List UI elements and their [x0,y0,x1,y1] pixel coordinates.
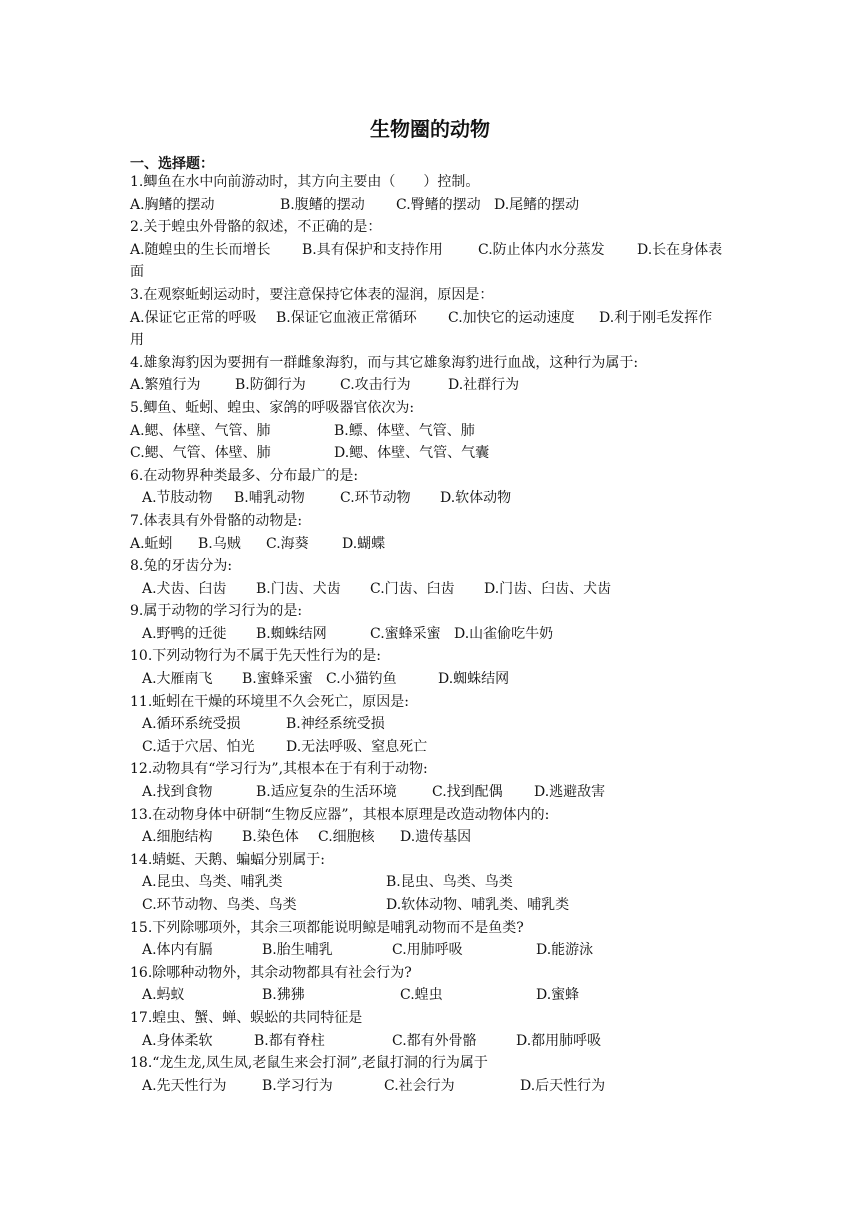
question-stem: 13.在动物身体中研制“生物反应器”，其根本原理是改造动物体内的: [130,806,550,823]
option-row [130,442,740,465]
option-row [130,194,740,217]
option-row [130,939,740,962]
answer-option: A.身体柔软 [142,1032,213,1049]
answer-option: C.都有外骨骼 [392,1032,477,1049]
answer-option: C.防止体内水分蒸发 [478,241,605,258]
option-row [130,668,740,691]
answer-option: C.细胞核 [318,829,375,846]
answer-option: B.都有脊柱 [254,1032,325,1049]
option-row [130,826,740,849]
answer-option: D.长在身体表 [637,241,723,258]
answer-option: A.昆虫、鸟类、哺乳类 [142,874,283,891]
question-stem: 4.雄象海豹因为要拥有一群雌象海豹，而与其它雄象海豹进行血战，这种行为属于: [130,354,639,371]
answer-option: A.体内有膈 [142,942,213,959]
answer-option: C.鳃、气管、体壁、肺 [130,445,271,462]
option-row [130,307,740,330]
option-row [130,1030,740,1053]
answer-option: B.狒狒 [262,987,305,1004]
option-row [130,781,740,804]
answer-option: A.蚯蚓 [130,535,173,552]
answer-option: D.尾鳍的摆动 [494,196,580,213]
question-stem: 14.蜻蜓、天鹅、蝙蝠分别属于: [130,851,325,868]
answer-option: C.环节动物、鸟类、鸟类 [142,897,297,913]
question-stem: 5.鲫鱼、蚯蚓、蝗虫、家鸽的呼吸器官依次为: [130,399,415,416]
option-row [130,894,740,917]
option-row [130,623,740,646]
answer-option: D.蜘蛛结网 [438,671,510,688]
question-stem: 17.蝗虫、蟹、蝉、蜈蚣的共同特征是 [130,1009,363,1026]
option-row [130,239,740,262]
question-stem: 6.在动物界种类最多、分布最广的是: [130,467,359,484]
answer-option: C.门齿、臼齿 [370,580,455,597]
answer-option: A.繁殖行为 [130,377,201,394]
answer-option: A.野鸭的迁徙 [142,625,227,642]
section-heading: 一、选择题： [130,156,214,172]
question-stem: 9.属于动物的学习行为的是: [130,603,303,620]
answer-option: D.无法呼吸、窒息死亡 [286,738,428,755]
question-stem: 3.在观察蚯蚓运动时，要注意保持它体表的湿润，原因是： [130,286,494,303]
option-row [130,736,740,759]
answer-option: B.腹鳍的摆动 [280,196,365,213]
answer-option: D.蝴蝶 [342,535,386,552]
option-row [130,533,740,556]
answer-option: D.都用肺呼吸 [516,1032,602,1049]
option-row [130,487,740,510]
answer-option: C.海葵 [266,535,309,552]
answer-option: C.蝗虫 [400,987,443,1004]
page-title: 生物圈的动物 [370,117,490,141]
answer-option: B.适应复杂的生活环境 [256,784,397,801]
answer-option: C.蜜蜂采蜜 [370,625,441,642]
question-stem: 8.兔的牙齿分为: [130,558,233,575]
option-wrap: 面 [130,264,144,281]
answer-option: C.社会行为 [384,1077,455,1094]
answer-option: D.鳃、体壁、气管、气囊 [334,445,490,462]
answer-option: B.保证它血液正常循环 [276,309,417,326]
answer-option: D.逃避敌害 [534,784,606,801]
answer-option: C.环节动物 [340,490,411,507]
option-row [130,713,740,736]
answer-option: D.软体动物 [440,490,512,507]
answer-option: B.神经系统受损 [286,716,385,733]
question-stem: 7.体表具有外骨骼的动物是: [130,512,303,529]
question-stem: 15.下列除哪项外，其余三项都能说明鲸是哺乳动物而不是鱼类? [130,919,524,936]
answer-option: B.防御行为 [235,377,306,394]
answer-option: A.犬齿、臼齿 [142,580,227,597]
answer-option: A.先天性行为 [142,1077,227,1094]
answer-option: D.社群行为 [448,377,520,394]
option-row [130,1075,740,1098]
option-row [130,984,740,1007]
answer-option: B.染色体 [242,829,299,846]
question-stem: 11.蚯蚓在干燥的环境里不久会死亡，原因是: [130,693,409,710]
answer-option: C.找到配偶 [432,784,503,801]
answer-option: D.蜜蜂 [536,987,580,1004]
answer-option: D.山雀偷吃牛奶 [454,625,554,642]
question-stem: 18.“龙生龙,凤生凤,老鼠生来会打洞”,老鼠打洞的行为属于 [130,1055,488,1072]
option-wrap: 用 [130,332,144,349]
answer-option: B.昆虫、鸟类、鸟类 [386,874,513,891]
answer-option: A.鳃、体壁、气管、肺 [130,422,271,439]
answer-option: C.加快它的运动速度 [448,309,575,326]
answer-option: D.软体动物、哺乳类、哺乳类 [386,897,570,913]
answer-option: B.蜜蜂采蜜 [242,671,313,688]
question-stem: 2.关于蝗虫外骨骼的叙述，不正确的是： [130,219,382,236]
question-stem: 16.除哪种动物外，其余动物都具有社会行为? [130,964,412,981]
answer-option: B.胎生哺乳 [262,942,333,959]
answer-option: A.找到食物 [142,784,213,801]
answer-option: C.臀鳍的摆动 [396,196,481,213]
answer-option: C.小猫钓鱼 [326,671,397,688]
question-list [130,171,740,1097]
answer-option: A.大雁南飞 [142,671,213,688]
answer-option: B.学习行为 [262,1077,333,1094]
answer-option: B.乌贼 [198,535,241,552]
option-row [130,420,740,443]
answer-option: B.蜘蛛结网 [256,625,327,642]
answer-option: D.遗传基因 [400,829,472,846]
answer-option: A.循环系统受损 [142,716,241,733]
question-stem: 12.动物具有“学习行为”,其根本在于有利于动物: [130,761,428,778]
answer-option: C.攻击行为 [340,377,411,394]
answer-option: A.保证它正常的呼吸 [130,309,257,326]
option-row [130,871,740,894]
answer-option: D.利于刚毛发挥作 [599,309,713,326]
answer-option: B.哺乳动物 [234,490,305,507]
answer-option: D.能游泳 [536,942,594,959]
answer-option: D.后天性行为 [520,1077,606,1094]
answer-option: A.随蝗虫的生长而增长 [130,241,271,258]
answer-option: A.细胞结构 [142,829,213,846]
answer-option: C.适于穴居、怕光 [142,738,255,755]
answer-option: A.胸鳍的摆动 [130,196,215,213]
question-stem: 1.鲫鱼在水中向前游动时，其方向主要由（ ）控制。 [130,174,480,190]
option-row [130,374,740,397]
answer-option: A.蚂蚁 [142,987,185,1004]
answer-option: B.鳔、体壁、气管、肺 [334,422,475,439]
answer-option: B.门齿、犬齿 [256,580,341,597]
answer-option: D.门齿、臼齿、犬齿 [484,580,612,597]
answer-option: B.具有保护和支持作用 [302,241,443,258]
answer-option: A.节肢动物 [142,490,213,507]
option-row [130,578,740,601]
question-stem: 10.下列动物行为不属于先天性行为的是: [130,648,381,665]
answer-option: C.用肺呼吸 [392,942,463,959]
